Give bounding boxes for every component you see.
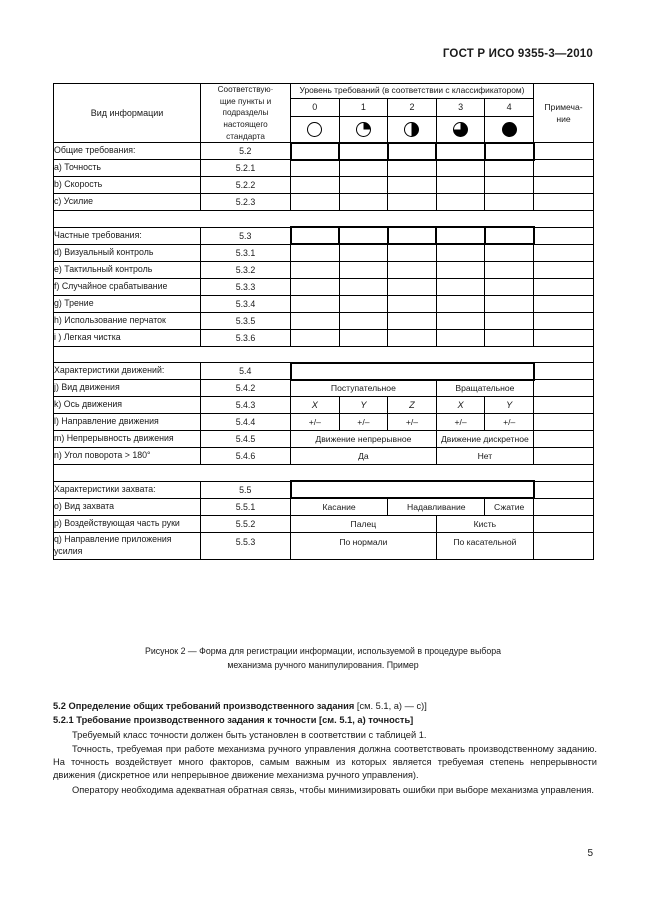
note-cell[interactable]	[534, 329, 594, 346]
level-cell-0[interactable]	[291, 261, 340, 278]
table-row	[54, 278, 594, 295]
row-label: d) Визуальный контроль	[54, 244, 201, 261]
option-cell[interactable]: Поступательное	[291, 380, 437, 397]
note-cell[interactable]	[534, 481, 594, 498]
note-cell[interactable]	[534, 143, 594, 160]
option-cell[interactable]: Да	[291, 448, 437, 465]
level-cell-merged[interactable]	[291, 481, 534, 498]
option-cell[interactable]: Движение непрерывное	[291, 431, 437, 448]
header-info-type: Вид информации	[54, 84, 201, 143]
header-clause-line-3: подразделы	[222, 108, 269, 118]
row-label: q) Направление приложения усилия	[54, 532, 201, 559]
level-cell-2[interactable]	[388, 143, 437, 160]
note-cell[interactable]	[534, 515, 594, 532]
row-clause: 5.3.6	[201, 329, 291, 346]
row-label: b) Скорость	[54, 177, 201, 194]
level-cell-4[interactable]	[485, 194, 534, 211]
row-clause: 5.4.5	[201, 431, 291, 448]
row-clause: 5.3.5	[201, 312, 291, 329]
note-cell[interactable]	[534, 278, 594, 295]
section-header-row	[54, 363, 594, 380]
table-header	[54, 84, 594, 143]
row-clause: 5.3.1	[201, 244, 291, 261]
level-cell-1[interactable]	[339, 194, 388, 211]
row-clause: 5.5.1	[201, 498, 291, 515]
level-cell-1[interactable]	[339, 177, 388, 194]
pie-25-icon-cell	[339, 116, 388, 143]
level-cell-4[interactable]	[485, 160, 534, 177]
level-cell-3[interactable]	[436, 227, 485, 244]
note-cell[interactable]	[534, 244, 594, 261]
option-cell[interactable]: X	[436, 397, 485, 414]
spacer-cell	[54, 211, 594, 228]
row-label: j) Вид движения	[54, 380, 201, 397]
row-clause: 5.3.3	[201, 278, 291, 295]
row-label: o) Вид захвата	[54, 498, 201, 515]
level-cell-1[interactable]	[339, 278, 388, 295]
table-row	[54, 498, 594, 515]
level-cell-3[interactable]	[436, 261, 485, 278]
row-clause: 5.4.3	[201, 397, 291, 414]
level-cell-3[interactable]	[436, 177, 485, 194]
heading-5-2-1-bold: 5.2.1 Требование производственного задания к точности	[53, 715, 317, 726]
table-row	[54, 448, 594, 465]
table-row	[54, 312, 594, 329]
level-cell-1[interactable]	[339, 143, 388, 160]
level-cell-4[interactable]	[485, 295, 534, 312]
option-cell[interactable]: По нормали	[291, 532, 437, 559]
option-cell[interactable]: Надавливание	[388, 498, 485, 515]
level-cell-2[interactable]	[388, 160, 437, 177]
note-cell[interactable]	[534, 295, 594, 312]
table-row	[54, 177, 594, 194]
row-label: l) Направление движения	[54, 414, 201, 431]
row-label: p) Воздействующая часть руки	[54, 515, 201, 532]
section-clause: 5.3	[201, 227, 291, 244]
table-body	[54, 143, 594, 560]
header-level-0: 0	[291, 98, 340, 116]
row-clause: 5.4.6	[201, 448, 291, 465]
spacer-cell	[54, 465, 594, 482]
note-cell[interactable]	[534, 380, 594, 397]
heading-5-2-1-plain: [см. 5.1, а) точность]	[316, 715, 414, 726]
pie-50-icon	[404, 122, 419, 137]
level-cell-0[interactable]	[291, 278, 340, 295]
heading-5-2-bold: 5.2 Определение общих требований производственного задания	[53, 701, 355, 711]
paragraph-3: Оператору необходима адекватная обратная связь, чтобы минимизировать ошибки при выборе механизма управления.	[72, 784, 595, 795]
option-cell[interactable]: Y	[339, 397, 388, 414]
header-level-group: Уровень требований (в соответствии с классификатором)	[291, 84, 534, 99]
table-row	[54, 431, 594, 448]
header-level-1: 1	[339, 98, 388, 116]
row-clause: 5.4.4	[201, 414, 291, 431]
figure-caption-line-2: механизма ручного манипулирования. Пример	[227, 659, 419, 670]
level-cell-3[interactable]	[436, 329, 485, 346]
pie-100-icon	[502, 122, 517, 137]
level-cell-3[interactable]	[436, 312, 485, 329]
registration-form-table	[53, 83, 594, 560]
level-cell-2[interactable]	[388, 278, 437, 295]
level-cell-1[interactable]	[339, 227, 388, 244]
row-label: k) Ось движения	[54, 397, 201, 414]
level-cell-4[interactable]	[485, 227, 534, 244]
table-row	[54, 194, 594, 211]
header-level-2: 2	[388, 98, 437, 116]
level-cell-1[interactable]	[339, 160, 388, 177]
level-cell-2[interactable]	[388, 261, 437, 278]
option-cell[interactable]: +/–	[339, 414, 388, 431]
table-row	[54, 380, 594, 397]
row-label: c) Усилие	[54, 194, 201, 211]
section-title: Характеристики движений:	[54, 363, 201, 380]
level-cell-3[interactable]	[436, 244, 485, 261]
header-clause-line-4: настоящего	[223, 119, 268, 129]
option-cell[interactable]: Сжатие	[485, 498, 534, 515]
note-cell[interactable]	[534, 498, 594, 515]
level-cell-merged[interactable]	[291, 363, 534, 380]
row-label: i ) Легкая чистка	[54, 329, 201, 346]
level-cell-1[interactable]	[339, 295, 388, 312]
table-row	[54, 515, 594, 532]
section-clause: 5.5	[201, 481, 291, 498]
level-cell-4[interactable]	[485, 329, 534, 346]
pie-75-icon-cell	[436, 116, 485, 143]
option-cell[interactable]: Нет	[436, 448, 533, 465]
header-note	[534, 84, 594, 143]
option-cell[interactable]: +/–	[436, 414, 485, 431]
level-cell-2[interactable]	[388, 194, 437, 211]
note-cell[interactable]	[534, 194, 594, 211]
section-spacer	[54, 465, 594, 482]
table-row	[54, 261, 594, 278]
header-clause-line-1: Соответствую·	[217, 85, 274, 94]
header-level-3: 3	[436, 98, 485, 116]
section-title: Частные требования:	[54, 227, 201, 244]
note-cell[interactable]	[534, 363, 594, 380]
row-label: n) Угол поворота > 180°	[54, 448, 201, 465]
section-clause: 5.2	[201, 143, 291, 160]
table-row	[54, 532, 594, 559]
pie-0-icon-cell	[291, 116, 340, 143]
level-cell-2[interactable]	[388, 177, 437, 194]
level-cell-0[interactable]	[291, 244, 340, 261]
pie-25-icon	[356, 122, 371, 137]
level-cell-4[interactable]	[485, 312, 534, 329]
level-cell-2[interactable]	[388, 227, 437, 244]
row-label: e) Тактильный контроль	[54, 261, 201, 278]
level-cell-4[interactable]	[485, 177, 534, 194]
row-clause: 5.5.3	[201, 532, 291, 559]
header-note-line-1: Примеча-	[544, 101, 583, 112]
option-cell[interactable]: +/–	[388, 414, 437, 431]
section-clause: 5.4	[201, 363, 291, 380]
row-label: f) Случайное срабатывание	[54, 278, 201, 295]
heading-5-2-1	[53, 714, 597, 727]
section-title: Характеристики захвата:	[54, 481, 201, 498]
row-label: h) Использование перчаток	[54, 312, 201, 329]
option-cell[interactable]: +/–	[291, 414, 340, 431]
level-cell-3[interactable]	[436, 160, 485, 177]
heading-5-2-plain: [см. 5.1, а) — с)]	[354, 701, 427, 711]
note-cell[interactable]	[534, 532, 594, 559]
row-label: a) Точность	[54, 160, 201, 177]
row-clause: 5.2.3	[201, 194, 291, 211]
level-cell-1[interactable]	[339, 312, 388, 329]
row-clause: 5.4.2	[201, 380, 291, 397]
pie-50-icon-cell	[388, 116, 437, 143]
level-cell-3[interactable]	[436, 194, 485, 211]
table-row	[54, 244, 594, 261]
pie-75-icon	[453, 122, 468, 137]
level-cell-0[interactable]	[291, 295, 340, 312]
spacer-cell	[54, 346, 594, 363]
level-cell-1[interactable]	[339, 329, 388, 346]
level-cell-0[interactable]	[291, 329, 340, 346]
level-cell-3[interactable]	[436, 278, 485, 295]
table-row	[54, 397, 594, 414]
header-clause-line-2: щие пункты и	[219, 96, 272, 106]
level-cell-0[interactable]	[291, 143, 340, 160]
level-cell-3[interactable]	[436, 143, 485, 160]
table-row	[54, 329, 594, 346]
note-cell[interactable]	[534, 414, 594, 431]
row-clause: 5.5.2	[201, 515, 291, 532]
note-cell[interactable]	[534, 261, 594, 278]
running-header: ГОСТ Р ИСО 9355-3—2010	[442, 48, 593, 60]
option-cell[interactable]: Y	[485, 397, 534, 414]
note-cell[interactable]	[534, 160, 594, 177]
level-cell-4[interactable]	[485, 244, 534, 261]
paragraph-1: Требуемый класс точности должен быть установлен в соответствии с таблицей 1.	[72, 729, 427, 740]
level-cell-2[interactable]	[388, 295, 437, 312]
level-cell-3[interactable]	[436, 295, 485, 312]
section-header-row	[54, 227, 594, 244]
header-level-4: 4	[485, 98, 534, 116]
note-cell[interactable]	[534, 431, 594, 448]
level-cell-2[interactable]	[388, 312, 437, 329]
option-cell[interactable]: Вращательное	[436, 380, 533, 397]
row-clause: 5.3.4	[201, 295, 291, 312]
level-cell-4[interactable]	[485, 278, 534, 295]
table-row	[54, 414, 594, 431]
figure-caption	[53, 645, 593, 672]
header-clause	[201, 84, 291, 143]
level-cell-4[interactable]	[485, 261, 534, 278]
level-cell-0[interactable]	[291, 177, 340, 194]
paragraph-2: Точность, требуемая при работе механизма ручного управления должна соответствовать производственному заданию. На точность воздействует много факторов, самым важным из которых является требуемая степень непрерывности движения (дискретное или непрерывное движение механизма ручного управления).	[53, 743, 597, 781]
body-text	[53, 700, 597, 798]
level-cell-0[interactable]	[291, 312, 340, 329]
note-cell[interactable]	[534, 227, 594, 244]
section-spacer	[54, 346, 594, 363]
section-title: Общие требования:	[54, 143, 201, 160]
note-cell[interactable]	[534, 448, 594, 465]
header-note-line-2: ние	[556, 114, 571, 125]
level-cell-2[interactable]	[388, 244, 437, 261]
level-cell-2[interactable]	[388, 329, 437, 346]
section-header-row	[54, 481, 594, 498]
note-cell[interactable]	[534, 177, 594, 194]
figure-caption-line-1: Рисунок 2 — Форма для регистрации информации, используемой в процедуре выбора	[144, 646, 502, 656]
option-cell[interactable]: Кисть	[436, 515, 533, 532]
header-clause-line-5: стандарта	[226, 131, 265, 141]
option-cell[interactable]: Движение дискретное	[436, 431, 533, 448]
note-cell[interactable]	[534, 312, 594, 329]
heading-5-2	[53, 700, 597, 713]
pie-100-icon-cell	[485, 116, 534, 143]
option-cell[interactable]: Z	[388, 397, 437, 414]
level-cell-1[interactable]	[339, 244, 388, 261]
table-row	[54, 295, 594, 312]
level-cell-4[interactable]	[485, 143, 534, 160]
row-clause: 5.2.1	[201, 160, 291, 177]
table-row	[54, 160, 594, 177]
row-label: m) Непрерывность движения	[54, 431, 201, 448]
option-cell[interactable]: +/–	[485, 414, 534, 431]
note-cell[interactable]	[534, 397, 594, 414]
level-cell-1[interactable]	[339, 261, 388, 278]
section-spacer	[54, 211, 594, 228]
option-cell[interactable]: Касание	[291, 498, 388, 515]
level-cell-0[interactable]	[291, 194, 340, 211]
page-number: 5	[587, 848, 593, 859]
row-label: g) Трение	[54, 295, 201, 312]
option-cell[interactable]: Палец	[291, 515, 437, 532]
section-header-row	[54, 143, 594, 160]
option-cell[interactable]: По касательной	[436, 532, 533, 559]
pie-0-icon	[307, 122, 322, 137]
row-clause: 5.3.2	[201, 261, 291, 278]
row-clause: 5.2.2	[201, 177, 291, 194]
option-cell[interactable]: X	[291, 397, 340, 414]
level-cell-0[interactable]	[291, 160, 340, 177]
level-cell-0[interactable]	[291, 227, 340, 244]
